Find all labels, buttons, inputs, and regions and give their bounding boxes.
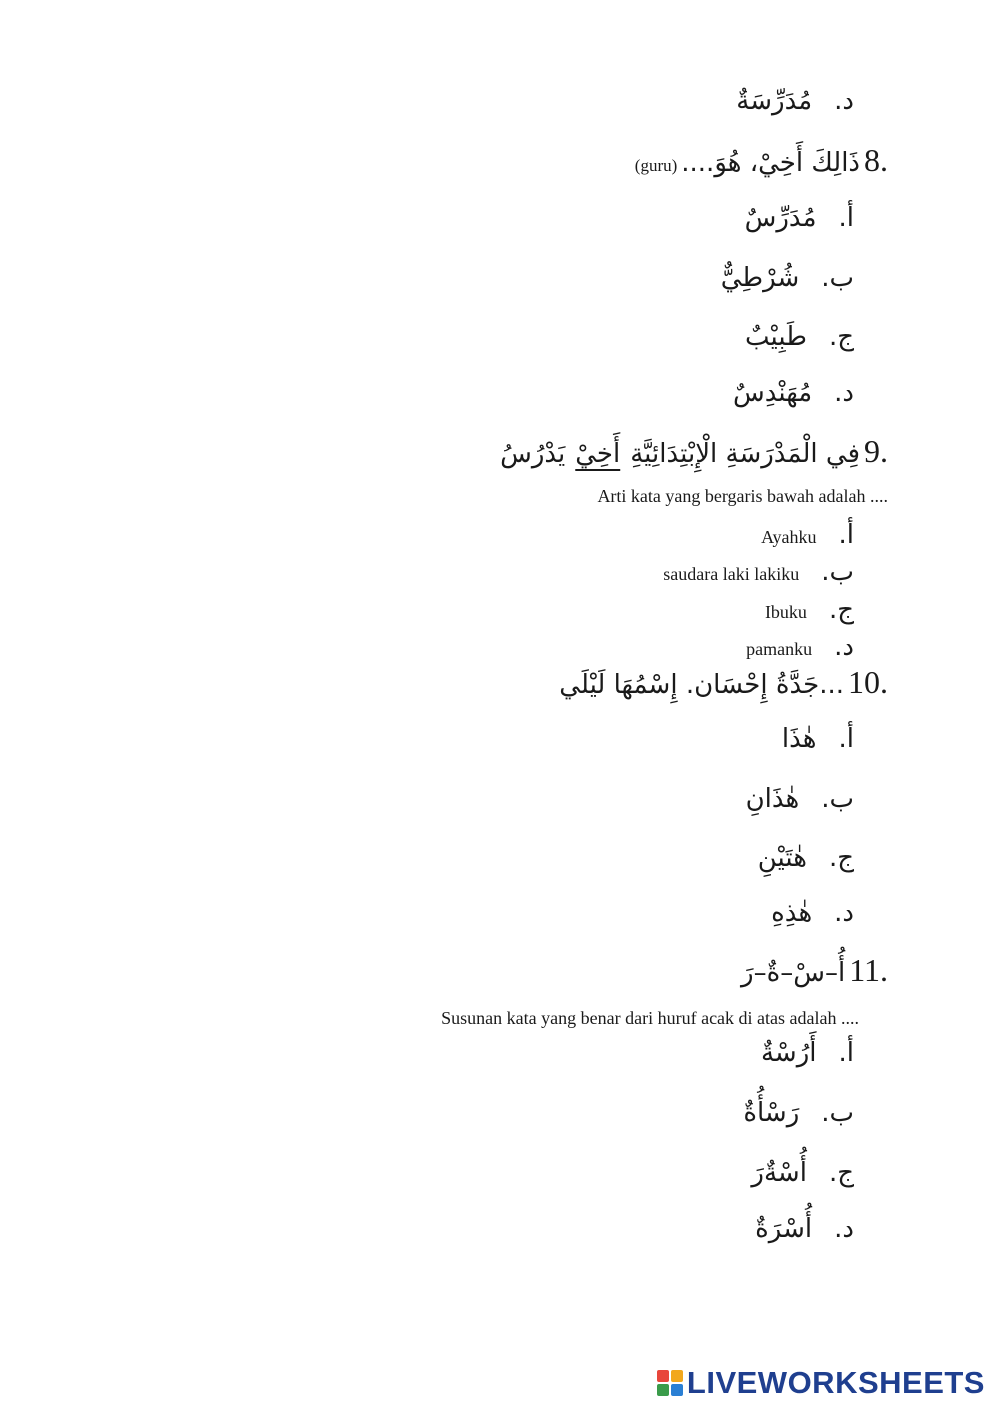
option-marker: د.	[834, 378, 854, 408]
q8-option-b[interactable]	[721, 263, 854, 293]
q10-option-b[interactable]	[746, 784, 854, 814]
q11-option-a[interactable]	[761, 1038, 854, 1068]
option-marker: ج.	[828, 1158, 854, 1188]
question-number: 10.	[848, 664, 888, 700]
option-marker: ج.	[828, 595, 854, 625]
option-text: مُهَنْدِسٌ	[733, 378, 813, 408]
option-text: مُدَرِّسَةٌ	[736, 86, 813, 116]
q8-option-a[interactable]	[745, 203, 854, 233]
question-9	[500, 433, 888, 470]
question-10	[559, 664, 888, 701]
q10-option-c[interactable]	[758, 843, 854, 873]
q10-option-d[interactable]	[771, 898, 854, 928]
question-8	[635, 142, 888, 179]
option-marker: ب.	[821, 1098, 854, 1128]
option-marker: أ.	[838, 203, 854, 233]
question-text: ذَالِكَ أَخِيْ، هُوَ....	[681, 148, 860, 178]
option-text: هٰذَا	[781, 724, 817, 754]
q9-option-a[interactable]	[761, 520, 854, 550]
question-11	[741, 952, 888, 989]
q7-option-d[interactable]	[736, 86, 854, 116]
q11-option-c[interactable]	[751, 1158, 854, 1188]
option-text: Ibuku	[764, 602, 807, 622]
question-instruction: Susunan kata yang benar dari huruf acak di atas adalah ....	[441, 1008, 859, 1028]
brand-name: LIVEWORKSHEETS	[686, 1365, 985, 1400]
option-text: أُسْةٌرَ	[751, 1158, 807, 1188]
option-marker: ج.	[828, 843, 854, 873]
option-text: أَرُسْةٌ	[760, 1038, 817, 1068]
option-text: Ayahku	[761, 527, 817, 547]
q9-option-c[interactable]	[765, 595, 854, 625]
option-marker: ج.	[828, 322, 854, 352]
question-number: 8.	[864, 142, 888, 178]
option-text: هٰذِهِ	[771, 898, 813, 928]
option-text: شُرْطِيٌّ	[720, 263, 800, 293]
option-marker: ب.	[821, 784, 854, 814]
question-number: 9.	[864, 433, 888, 469]
option-marker: أ.	[838, 520, 854, 550]
question-text-end: فِي الْمَدْرَسَةِ الْإِبْتِدَائِيَّةِ	[630, 439, 860, 469]
q10-option-a[interactable]	[782, 724, 854, 754]
q11-option-d[interactable]	[755, 1214, 854, 1244]
option-marker: د.	[834, 632, 854, 662]
option-text: رَسْأُةٌ	[743, 1098, 800, 1128]
option-text: أُسْرَةٌ	[755, 1214, 813, 1244]
question-number: 11.	[849, 952, 888, 988]
q8-option-c[interactable]	[745, 322, 854, 352]
question-instruction: Arti kata yang bergaris bawah adalah ....	[597, 486, 888, 506]
option-text: طَبِيْبٌ	[745, 322, 807, 352]
question-text	[500, 439, 860, 469]
option-text: هٰتَيْنِ	[757, 843, 807, 873]
option-text: saudara laki lakiku	[663, 564, 800, 584]
option-marker: أ.	[838, 724, 854, 754]
option-marker: ب.	[821, 557, 854, 587]
option-marker: ب.	[821, 263, 854, 293]
question-hint: (guru)	[634, 156, 678, 175]
option-text: pamanku	[746, 639, 813, 659]
underlined-word: أَخِيْ	[575, 439, 621, 469]
question-text: ...جَدَّةُ إِحْسَان. إِسْمُهَا لَيْلَي	[559, 670, 844, 700]
q11-option-b[interactable]	[743, 1098, 854, 1128]
option-marker: د.	[834, 898, 854, 928]
option-text: مُدَرِّسٌ	[744, 203, 817, 233]
question-text: أُ–سْ–ةٌ–رَ	[741, 958, 846, 988]
question-text-start: يَدْرُسُ	[500, 439, 566, 469]
q9-option-d[interactable]	[746, 632, 854, 662]
option-text: هٰذَانِ	[745, 784, 800, 814]
liveworksheets-mark-icon	[657, 1370, 683, 1396]
liveworksheets-logo[interactable]	[657, 1365, 985, 1401]
option-marker: د.	[834, 1214, 854, 1244]
q9-option-b[interactable]	[663, 557, 854, 587]
option-marker: أ.	[838, 1038, 854, 1068]
option-marker: د.	[834, 86, 854, 116]
q8-option-d[interactable]	[733, 378, 854, 408]
